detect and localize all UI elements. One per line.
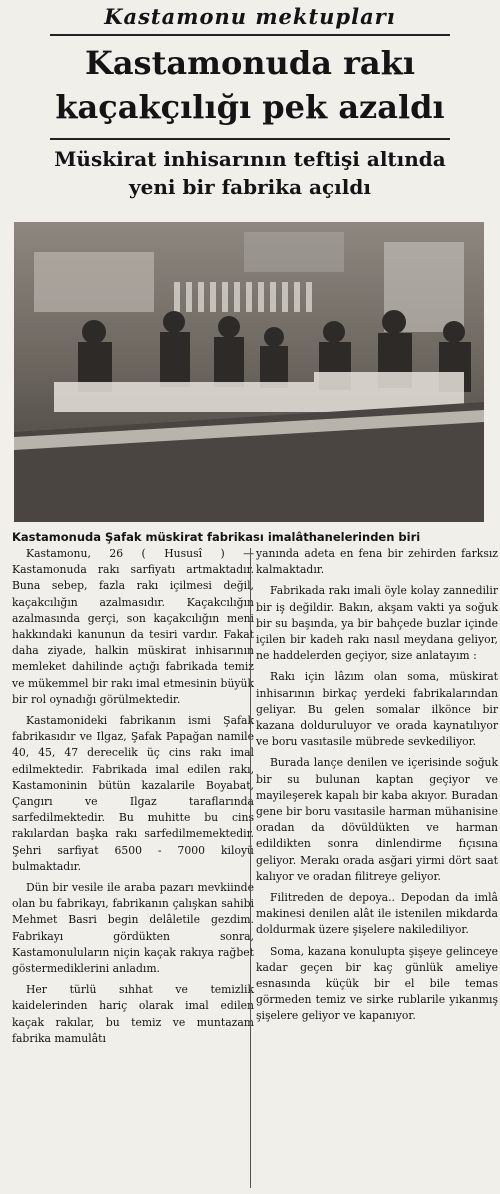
- subhead-line-2: yeni bir fabrika açıldı: [129, 175, 371, 199]
- left-paragraph-1: Kastamonu, 26 ( Hususî ) — Kastamonuda rakı sarfiyatı artmaktadır. Buna sebep, fazla rakı içilmesi değil, kaçakcılığın azalmasıdır. Kaçakcılığın azalmasında gerçi, son kaçakcılığın meni hakkındaki kanunun da tesiri vardır. Fakat daha ziyade, halkin müskirat inhisarının memleket dahilinde açtığı fabrikada temiz ve mükemmel bir rakı imal etmesinin büyük bir rol oynadığı görülmektedir.: [12, 547, 254, 706]
- photo-caption: Kastamonuda Şafak müskirat fabrikası imalâthanelerinden biri: [12, 530, 421, 544]
- headline-line-2: kaçakçılığı pek azaldı: [55, 88, 445, 126]
- article-column-right: [256, 546, 498, 1030]
- column-divider: [250, 548, 251, 1188]
- headline-line-1: Kastamonuda rakı: [85, 44, 415, 82]
- factory-photo-illustration: [14, 222, 484, 522]
- right-paragraph-1: yanında adeta en fena bir zehirden farksız kalmaktadır.: [256, 547, 498, 577]
- left-paragraph-2: Kastamonideki fabrikanın ismi Şafak fabrikasıdır ve Ilgaz, Şafak Papağan namile 40, 45, 47 derecelik üç cins rakı imal edilmektedir. Fabrikada imal edilen rakı, Kastamoninin bütün kazalarile Boyabat, Çangırı ve Ilgaz taraflarında sarfedilmektedir. Bu muhitte bu cins rakılardan başka rakı sarfedilmemektedir. Şehri sarfiyat 6500 - 7000 kiloyü bulmaktadır.: [12, 714, 254, 873]
- headline-rule: [50, 138, 450, 140]
- subhead-line-1: Müskirat inhisarının teftişi altında: [54, 147, 446, 171]
- article-column-left: [12, 546, 254, 1052]
- left-paragraph-3: Dün bir vesile ile araba pazarı mevkiinde olan bu fabrikayı, fabrikanın çalışkan sahibi Mehmet Basri begin delâletile gezdim. Fabrikayı gördükten sonra, Kastamonuluların niçin kaçak rakıya rağbet göstermediklerini anladım.: [12, 881, 254, 976]
- factory-photo: [14, 222, 484, 522]
- right-paragraph-6: Soma, kazana konulupta şişeye gelinceye kadar geçen bir kaç günlük ameliye esnasında küçük bir el bile temas görmeden temiz ve sirke rublarile yıkanmış şişelere geliyor ve kapanıyor.: [256, 944, 498, 1023]
- right-paragraph-2: Fabrikada rakı imali öyle kolay zannedilir bir iş değildir. Bakın, akşam vakti ya soğuk bir su başında, ya bir bahçede buzlar içinde içilen bir kadeh rakı nasıl meydana geliyor, ne haddelerden geçiyor, size anlatayım :: [256, 584, 498, 663]
- left-paragraph-4: Her türlü sıhhat ve temizlik kaidelerinden hariç olarak imal edilen kaçak rakılar, bu temiz ve muntazam fabrika mamulâtı: [12, 983, 254, 1045]
- kicker-title: Kastamonu mektupları: [104, 4, 396, 29]
- right-paragraph-3: Rakı için lâzım olan soma, müskirat inhisarının birkaç yerdeki fabrikalarından geliyar. Bu gelen somalar ilkönce bir kazana dolduruluyor ve orada kaynatılıyor ve boru vasıtasile mübrede sevkediliyor.: [256, 670, 498, 749]
- right-paragraph-4: Burada lançe denilen ve içerisinde soğuk bir su bulunan kaptan geçiyor ve mayileşerek kapalı bir kaba akıyor. Buradan gene bir boru vasıtasile harman mühanisine oradan da dövüldükten ve harman edildikten sonra dinlendirme fıçısına geliyor. Merakı orada asğari yirmi dört saat kalıyor ve oradan filitreye geliyor.: [256, 756, 498, 883]
- top-rule: [50, 34, 450, 36]
- right-paragraph-5: Filitreden de depoya.. Depodan da imlâ makinesi denilen alât ile istenilen mikdarda doldurmak üzere şişelere nakilediliyor.: [256, 891, 498, 937]
